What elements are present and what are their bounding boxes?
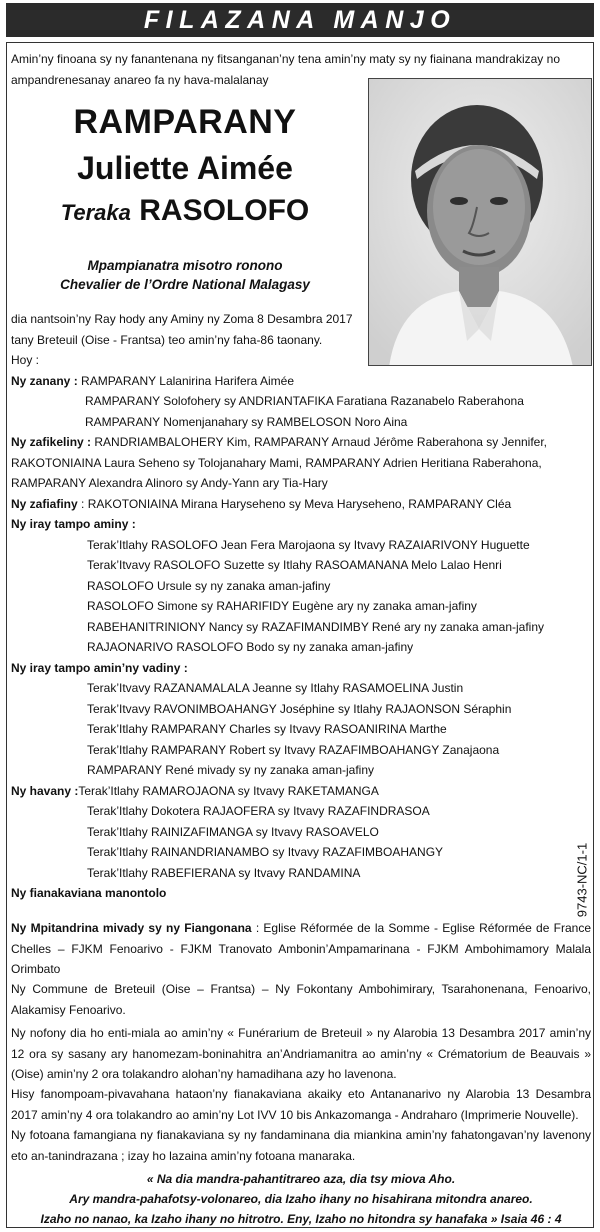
fianakaviana-line: Ny fianakaviana manontolo <box>11 886 167 900</box>
tampo-aminy-item: RASOLOFO Simone sy RAHARIFIDY Eugène ary ny zanaka aman-jafiny <box>87 599 477 613</box>
quote-line-3: Izaho no nanao, ka Izaho ihany no hitrotro. Eny, Izaho no hitondra sy hanafaka » Isaia 46 : 4 <box>40 1212 562 1226</box>
zafikeliny-line <box>11 432 577 453</box>
hoy-line: Hoy : <box>11 353 40 367</box>
intro-text: Amin’ny finoana sy ny fanantenana ny fitsanganan’ny tena amin’ny maty sy ny fiainana mandrakizay no ampandrenesanay anareo fa ny hava-malalanay <box>11 52 560 87</box>
tampo-aminy-item: RAJAONARIVO RASOLOFO Bodo sy ny zanaka aman-jafiny <box>87 640 414 654</box>
title-honour: Chevalier de l’Ordre National Malagasy <box>60 277 310 292</box>
havany-item: Terak’Itlahy RABEFIERANA sy Itvavy RANDAMINA <box>87 865 361 880</box>
zanany-item: RAMPARANY Lalanirina Harifera Aimée <box>81 373 295 388</box>
tampo-vadiny-item: RAMPARANY René mivady sy ny zanaka aman-jafiny <box>87 763 375 777</box>
zafikeliny-item: RAMPARANY Alexandra Alinoro sy Andy-Yann ary Tia-Hary <box>11 476 328 490</box>
zanany-line <box>11 371 577 392</box>
mpitandrina-label: Ny Mpitandrina mivady sy ny Fiangonana <box>11 921 252 935</box>
death-line-2: tany Breteuil (Oise - Frantsa) teo amin’ny faha-86 taonany. <box>11 332 323 347</box>
tampo-aminy-item: RABEHANITRINIONY Nancy sy RAZAFIMANDIMBY René ary ny zanaka aman-jafiny <box>87 619 545 634</box>
zafiafiny-line <box>11 494 577 515</box>
commune-paragraph: Ny Commune de Breteuil (Oise – Frantsa) – Ny Fokontany Ambohimirary, Tsarahonenana, Fenoarivo, Alakamisy Fenoarivo. <box>11 982 591 1017</box>
nofony-paragraph: Ny nofony dia ho enti-miala ao amin’ny « Funérarium de Breteuil » ny Alarobia 13 Desambra 2017 amin’ny 12 ora sy sasany ary hanomezam-boninahitra an’Andriamanitra ao amin’ny « Crématorium de Beauvais » (Oise) amin’ny 2 ora tolakandro alohan’ny hamadihana azy ho lavenona. <box>11 1026 591 1081</box>
havany-item: Terak’Itlahy Dokotera RAJAOFERA sy Itvavy RAZAFINDRASOA <box>87 804 430 818</box>
tampo-aminy-item: Terak’Itvavy RASOLOFO Suzette sy Itlahy RASOAMANANA Melo Lalao Henri <box>87 558 502 572</box>
deceased-surname: RAMPARANY <box>73 103 297 141</box>
zanany-item: RAMPARANY Solofohery sy ANDRIANTAFIKA Faratiana Razanabelo Raberahona <box>85 394 524 408</box>
zanany-label: Ny zanany : <box>11 373 78 388</box>
reference-code-text: 9743-NC/1-1 <box>574 842 590 918</box>
tampo-vadiny-label: Ny iray tampo amin’ny vadiny : <box>11 660 188 675</box>
quote-line-1: « Na dia mandra-pahantitrareo aza, dia tsy miova Aho. <box>146 1172 456 1186</box>
tampo-vadiny-item: Terak’Itvavy RAZANAMALALA Jeanne sy Itlahy RASAMOELINA Justin <box>87 681 464 695</box>
havany-line <box>11 781 577 802</box>
death-line-1: dia nantsoin’ny Ray hody any Aminy ny Zoma 8 Desambra 2017 <box>11 312 353 326</box>
zafikeliny-label: Ny zafikeliny : <box>11 435 92 449</box>
tampo-vadiny-item: Terak’Itvavy RAVONIMBOAHANGY Joséphine sy Itlahy RAJAONSON Séraphin <box>87 701 512 716</box>
zafikeliny-item: RAKOTONIAINA Laura Seheno sy Tolojanahary Mami, RAMPARANY Adrien Heritiana Raberahona, <box>11 455 542 470</box>
zafiafiny-label: Ny zafiafiny <box>11 496 78 511</box>
mpitandrina-text: : Eglise Réformée de la Somme - Eglise Réformée de France Chelles – FJKM Fenoarivo - FJKM Tranovato Ambonin’Ampamarinana - FJKM Ambohimamory Malala Orimbato <box>11 921 591 976</box>
family-list <box>11 309 577 904</box>
zanany-item: RAMPARANY Nomenjanahary sy RAMBELOSON Noro Aina <box>85 414 408 429</box>
zafikeliny-item: RANDRIAMBALOHERY Kim, RAMPARANY Arnaud Jérôme Raberahona sy Jennifer, <box>94 435 548 449</box>
tampo-aminy-item: Terak’Itlahy RASOLOFO Jean Fera Marojaona sy Itvavy RAZAIARIVONY Huguette <box>87 537 530 552</box>
page-header: FILAZANA MANJO <box>6 3 594 37</box>
quote-line-2: Ary mandra-pahafotsy-volonareo, dia Izaho ihany no hisahirana mitondra anareo. <box>69 1192 533 1206</box>
tampo-aminy-item: RASOLOFO Ursule sy ny zanaka aman-jafiny <box>87 578 331 593</box>
deceased-given-names: Juliette Aimée <box>77 150 293 186</box>
title-profession: Mpampianatra misotro ronono <box>87 258 283 273</box>
mpitandrina-paragraph <box>11 918 591 980</box>
deceased-titles <box>10 256 360 294</box>
maiden-name: RASOLOFO <box>139 194 310 227</box>
tampo-aminy-label: Ny iray tampo aminy : <box>11 517 136 531</box>
tampo-vadiny-item: Terak’Itlahy RAMPARANY Robert sy Itvavy RAZAFIMBOAHANGY Zanajaona <box>87 742 500 757</box>
zafiafiny-item: : RAKOTONIAINA Mirana Haryseheno sy Meva Haryseheno, RAMPARANY Cléa <box>81 496 512 511</box>
havany-item: Terak’Itlahy RAMAROJAONA sy Itvavy RAKETAMANGA <box>78 783 379 798</box>
bible-quote <box>11 1169 591 1229</box>
tampo-vadiny-item: Terak’Itlahy RAMPARANY Charles sy Itvavy RASOANIRINA Marthe <box>87 722 447 736</box>
fotoana-paragraph: Ny fotoana famangiana ny fianakaviana sy ny fandaminana dia miankina amin’ny fahatongavan’ny lavenony eto an-tanindrazana ; izay ho lazaina amin’ny fotoana manaraka. <box>11 1128 591 1163</box>
havany-item: Terak’Itlahy RAINANDRIANAMBO sy Itvavy RAZAFIMBOAHANGY <box>87 845 444 859</box>
deceased-maiden-name <box>10 194 360 228</box>
fanompoam-paragraph: Hisy fanompoam-pivavahana hataon’ny fianakaviana akaiky eto Antananarivo ny Alarobia 13 Desambra 2017 amin’ny 4 ora tolakandro ao amin’ny Lot IVV 10 bis Ankazomanga - Andraharo (Imprimerie Nouvelle). <box>11 1087 591 1122</box>
havany-label: Ny havany : <box>11 783 79 798</box>
teraka-label: Teraka <box>60 200 131 225</box>
havany-item: Terak’Itlahy RAINIZAFIMANGA sy Itvavy RASOAVELO <box>87 824 379 839</box>
